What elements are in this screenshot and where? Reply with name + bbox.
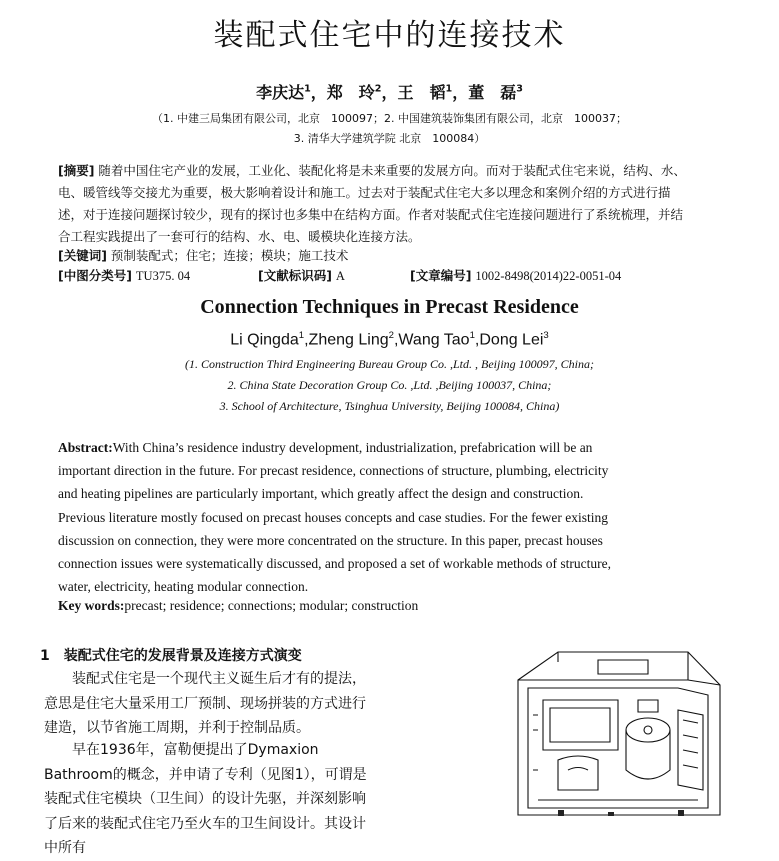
cn-author-3: 王 韬 xyxy=(397,83,446,102)
chinese-keywords: [关键词] 预制装配式；住宅；连接；模块；施工技术 xyxy=(58,248,349,263)
en-affiliation-line-3: 3. School of Architecture, Tsinghua University, Beijing 100084, China) xyxy=(219,399,560,413)
english-title: Connection Techniques in Precast Residence xyxy=(200,296,579,318)
cn-author-2: 郑 玲 xyxy=(326,83,375,102)
cn-abstract-label: [摘要] xyxy=(58,163,95,178)
dymaxion-bathroom-figure xyxy=(498,640,728,832)
section-heading: 1 装配式住宅的发展背景及连接方式演变 xyxy=(40,648,302,664)
english-authors: Li Qingda$^1$,Zheng Ling$^2$,Wang Tao$^1$,Dong Lei$^3$ xyxy=(230,330,549,349)
body-paragraph-1: 装配式住宅是一个现代主义诞生后才有的提法，意思是住宅大量采用工厂预制、现场拼装的方式进行建造，以节省施工周期，并利于控制品质。 xyxy=(44,671,366,736)
cn-affiliation-line-1: （1. 中建三局集团有限公司，北京 100097；2. 中国建筑装饰集团有限公司，北京 100037； xyxy=(152,112,627,125)
chinese-authors: 李庆达$^1$，郑 玲$^2$，王 韬$^1$，董 磊$^3$ xyxy=(256,83,523,102)
cn-author-4: 董 磊 xyxy=(468,83,517,102)
body-paragraph-2: 早在1936年，富勒便提出了Dymaxion Bathroom的概念，并申请了专利（见图1），可谓是装配式住宅模块（卫生间）的设计先驱，并深刻影响了后来的装配式住宅乃至火车的卫生间设计。其设计中所有 xyxy=(44,742,367,856)
cn-article-number: [文章编号] 1002-8498(2014)22-0051-04 xyxy=(410,268,622,283)
cn-author-1: 李庆达 xyxy=(256,83,305,102)
english-abstract: Abstract:With China’s residence industry development, industrialization, prefabrication will be an important direction in the future. For precast residence, connections of structure, plumbing, electricity and heating pipelines are particularly important, which greatly affect the design and construction. Previous literature mostly focused on precast houses concepts and case studies. For the fewer existing discussion on connection, they were more concentrated on the structure. In this paper, precast houses connection issues were systematically discussed, and proposed a set of workable methods of structure, water, electricity, heating modular connection. xyxy=(58,440,611,595)
chinese-title: 装配式住宅中的连接技术 xyxy=(213,18,566,53)
cn-affiliation-line-2: 3. 清华大学建筑学院 北京 100084） xyxy=(293,132,486,145)
english-keywords: Key words:precast; residence; connections; modular; construction xyxy=(58,598,419,613)
en-affiliation-line-2: 2. China State Decoration Group Co. ,Ltd. ,Beijing 100037, China; xyxy=(227,378,552,392)
cn-document-code: [文献标识码] A xyxy=(258,268,345,283)
cn-class-number: [中图分类号] TU375. 04 xyxy=(58,268,191,283)
en-affiliation-line-1: (1. Construction Third Engineering Bureau Group Co. ,Ltd. , Beijing 100097, China; xyxy=(185,357,594,371)
en-abstract-label: Abstract: xyxy=(58,440,113,455)
chinese-abstract: [摘要] 随着中国住宅产业的发展，工业化、装配化将是未来重要的发展方向。而对于装配式住宅来说，结构、水、 电、暖管线等交接尤为重要，极大影响着设计和施工。过去对于装配式住宅大多以理念和案例介绍的方式进行描 述，对于连接问题探讨较少，现有的探讨也多集中在结构方面。作者对装配式住宅连接问题进行了系统梳理，并结 合工程实践提出了一套可行的结构、水、电、暖模块化连接方法。 xyxy=(58,163,686,244)
